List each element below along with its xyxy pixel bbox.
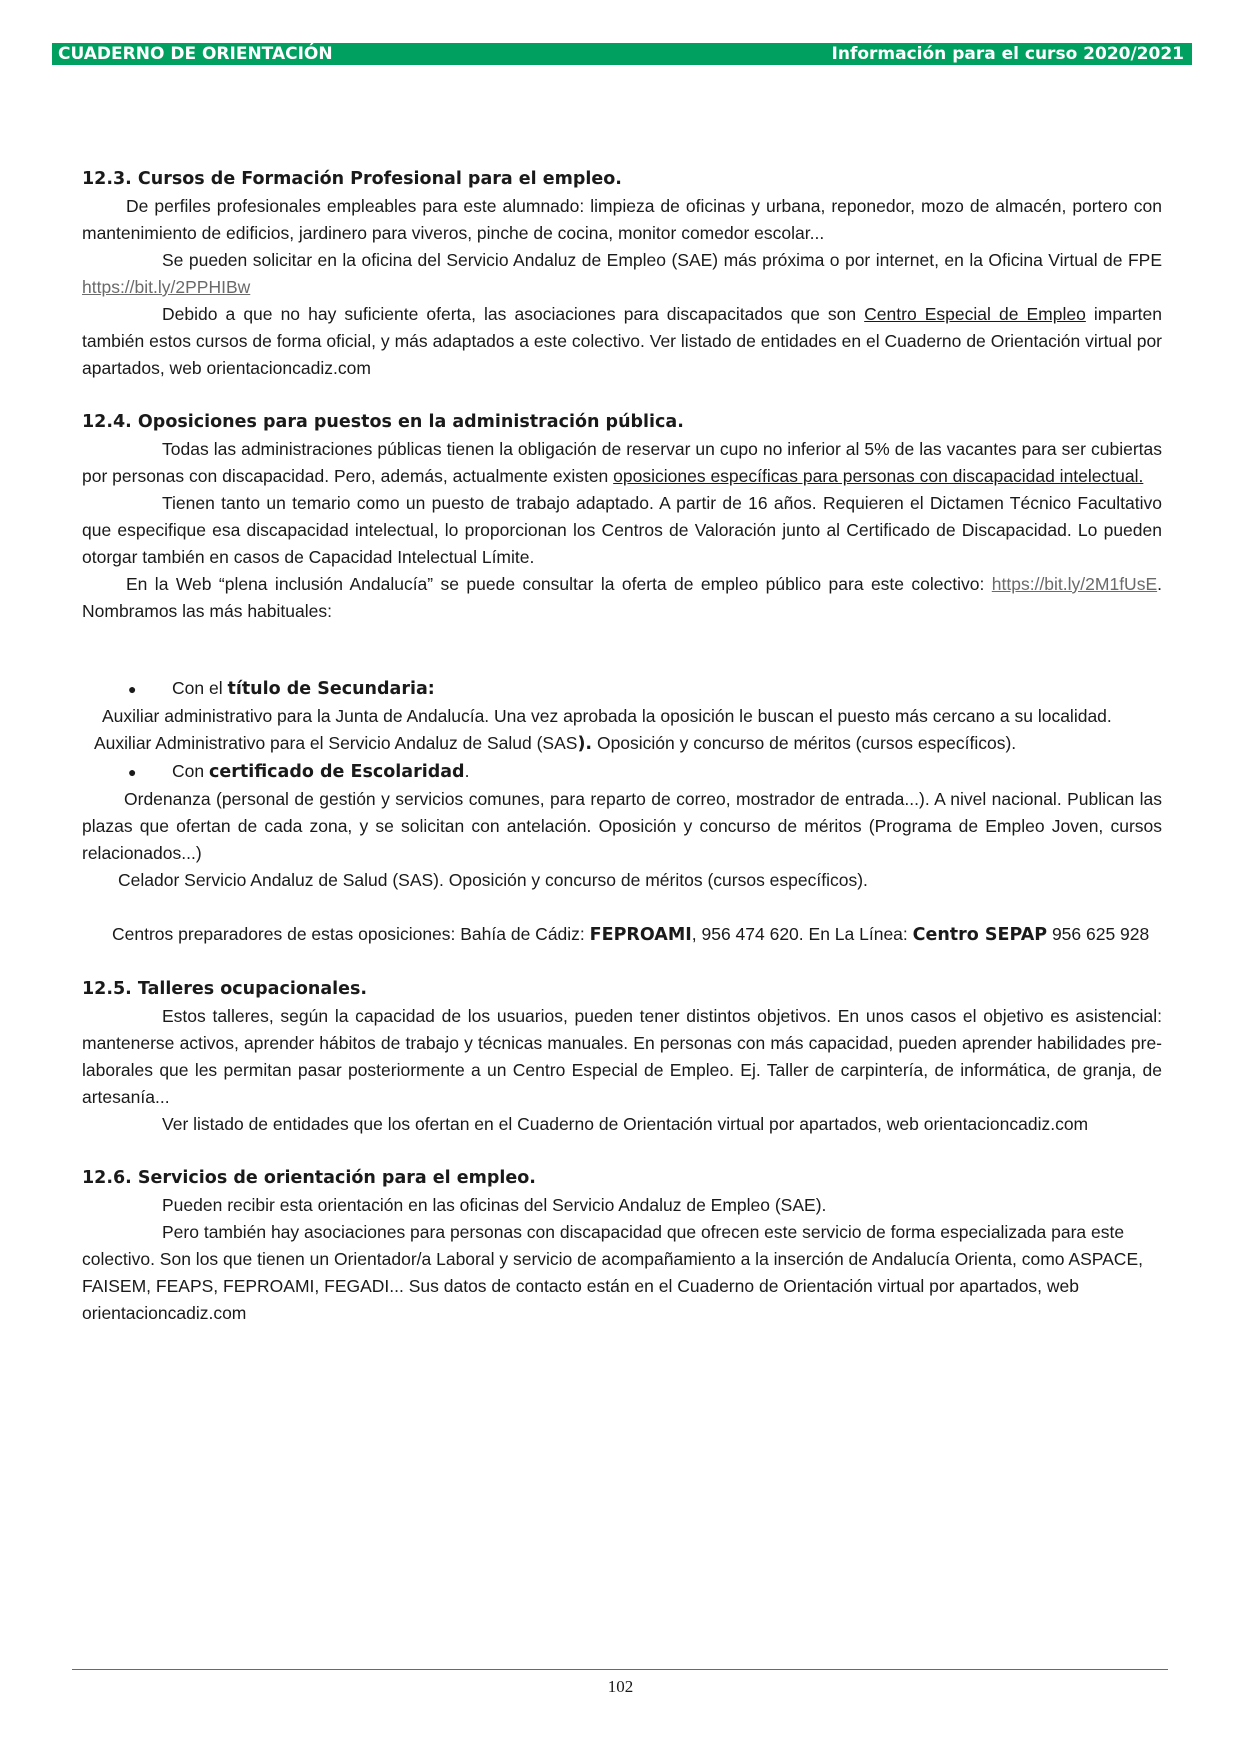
bullet-icon: ● [128, 680, 137, 697]
fpe-link[interactable]: https://bit.ly/2PPHIBw [82, 277, 251, 297]
section-heading-12-6: 12.6. Servicios de orientación para el empleo. [82, 1168, 536, 1188]
footer-divider [72, 1669, 1168, 1670]
paragraph: Auxiliar Administrativo para el Servicio Andaluz de Salud (SAS). Oposición y concurso de méritos (cursos específicos). [94, 733, 1017, 754]
section-heading-12-3: 12.3. Cursos de Formación Profesional para el empleo. [82, 169, 622, 189]
underlined-term: oposiciones específicas para personas con discapacidad intelectual. [613, 466, 1144, 486]
plena-inclusion-link[interactable]: https://bit.ly/2M1fUsE [991, 574, 1158, 594]
paragraph: Celador Servicio Andaluz de Salud (SAS). Oposición y concurso de méritos (cursos específicos). [118, 870, 868, 890]
header-course-info: Información para el curso 2020/2021 [831, 44, 1184, 64]
paragraph: De perfiles profesionales empleables para este alumnado: limpieza de oficinas y urbana, reponedor, mozo de almacén, portero con mantenimiento de edificios, jardinero para viveros, pinche de cocina, monitor comedor escolar... [82, 196, 1162, 243]
paragraph: Tienen tanto un temario como un puesto de trabajo adaptado. A partir de 16 años. Requieren el Dictamen Técnico Facultativo que especifique esa discapacidad intelectual, lo proporcionan los Centros de Valoración junto al Certificado de Discapacidad. Lo pueden otorgar también en casos de Capacidad Intelectual Límite. [82, 493, 1162, 567]
paragraph: Estos talleres, según la capacidad de los usuarios, pueden tener distintos objetivos. En unos casos el objetivo es asistencial: mantenerse activos, aprender hábitos de trabajo y técnicas manuales. En personas con más capacidad, pueden aprender habilidades pre-laborales que les permitan pasar posteriormente a un Centro Especial de Empleo. Ej. Taller de carpintería, de informática, de granja, de artesanía... [82, 1006, 1162, 1107]
header-title: CUADERNO DE ORIENTACIÓN [58, 44, 333, 64]
paragraph: Centros preparadores de estas oposiciones: Bahía de Cádiz: FEPROAMI, 956 474 620. En La Línea: Centro SEPAP 956 625 928 [112, 924, 1150, 945]
paragraph: Ordenanza (personal de gestión y servicios comunes, para reparto de correo, mostrador de entrada...). A nivel nacional. Publican las plazas que ofertan de cada zona, y se solicitan con antelación. Oposición y concurso de méritos (Programa de Empleo Joven, cursos relacionados...) [82, 789, 1162, 863]
page-number: 102 [607, 1677, 634, 1696]
section-heading-12-4: 12.4. Oposiciones para puestos en la administración pública. [82, 412, 684, 432]
list-item: ● Con el título de Secundaria: [82, 675, 1162, 703]
page-header [52, 43, 1192, 65]
document-body [82, 166, 1162, 1327]
paragraph: Pueden recibir esta orientación en las oficinas del Servicio Andaluz de Empleo (SAE). [162, 1195, 827, 1215]
paragraph: Todas las administraciones públicas tienen la obligación de reservar un cupo no inferior al 5% de las vacantes para ser cubiertas por personas con discapacidad. Pero, además, actualmente existen oposiciones específicas para personas con discapacidad intelectual. [82, 439, 1162, 486]
paragraph: Auxiliar administrativo para la Junta de Andalucía. Una vez aprobada la oposición le buscan el puesto más cercano a su localidad. [102, 706, 1112, 726]
section-heading-12-5: 12.5. Talleres ocupacionales. [82, 979, 368, 999]
paragraph: Se pueden solicitar en la oficina del Servicio Andaluz de Empleo (SAE) más próxima o por internet, en la Oficina Virtual de FPE https://bit.ly/2PPHIBw [82, 250, 1162, 297]
underlined-term: Centro Especial de Empleo [864, 304, 1086, 324]
paragraph: Ver listado de entidades que los ofertan en el Cuaderno de Orientación virtual por apartados, web orientacioncadiz.com [162, 1114, 1089, 1134]
list-item: ● Con certificado de Escolaridad. [82, 758, 1162, 786]
paragraph: Pero también hay asociaciones para personas con discapacidad que ofrecen este servicio de forma especializada para este colectivo. Son los que tienen un Orientador/a Laboral y servicio de acompañamiento a la inserción de Andalucía Orienta, como ASPACE, FAISEM, FEAPS, FEPROAMI, FEGADI... Sus datos de contacto están en el Cuaderno de Orientación virtual por apartados, web orientacioncadiz.com [82, 1222, 1143, 1323]
bullet-icon: ● [128, 763, 137, 780]
paragraph: En la Web “plena inclusión Andalucía” se puede consultar la oferta de empleo público para este colectivo: https://bit.ly/2M1fUsE. Nombramos las más habituales: [82, 574, 1162, 621]
paragraph: Debido a que no hay suficiente oferta, las asociaciones para discapacitados que son Centro Especial de Empleo imparten también estos cursos de forma oficial, y más adaptados a este colectivo. Ver listado de entidades en el Cuaderno de Orientación virtual por apartados, web orientacioncadiz.com [82, 304, 1162, 378]
